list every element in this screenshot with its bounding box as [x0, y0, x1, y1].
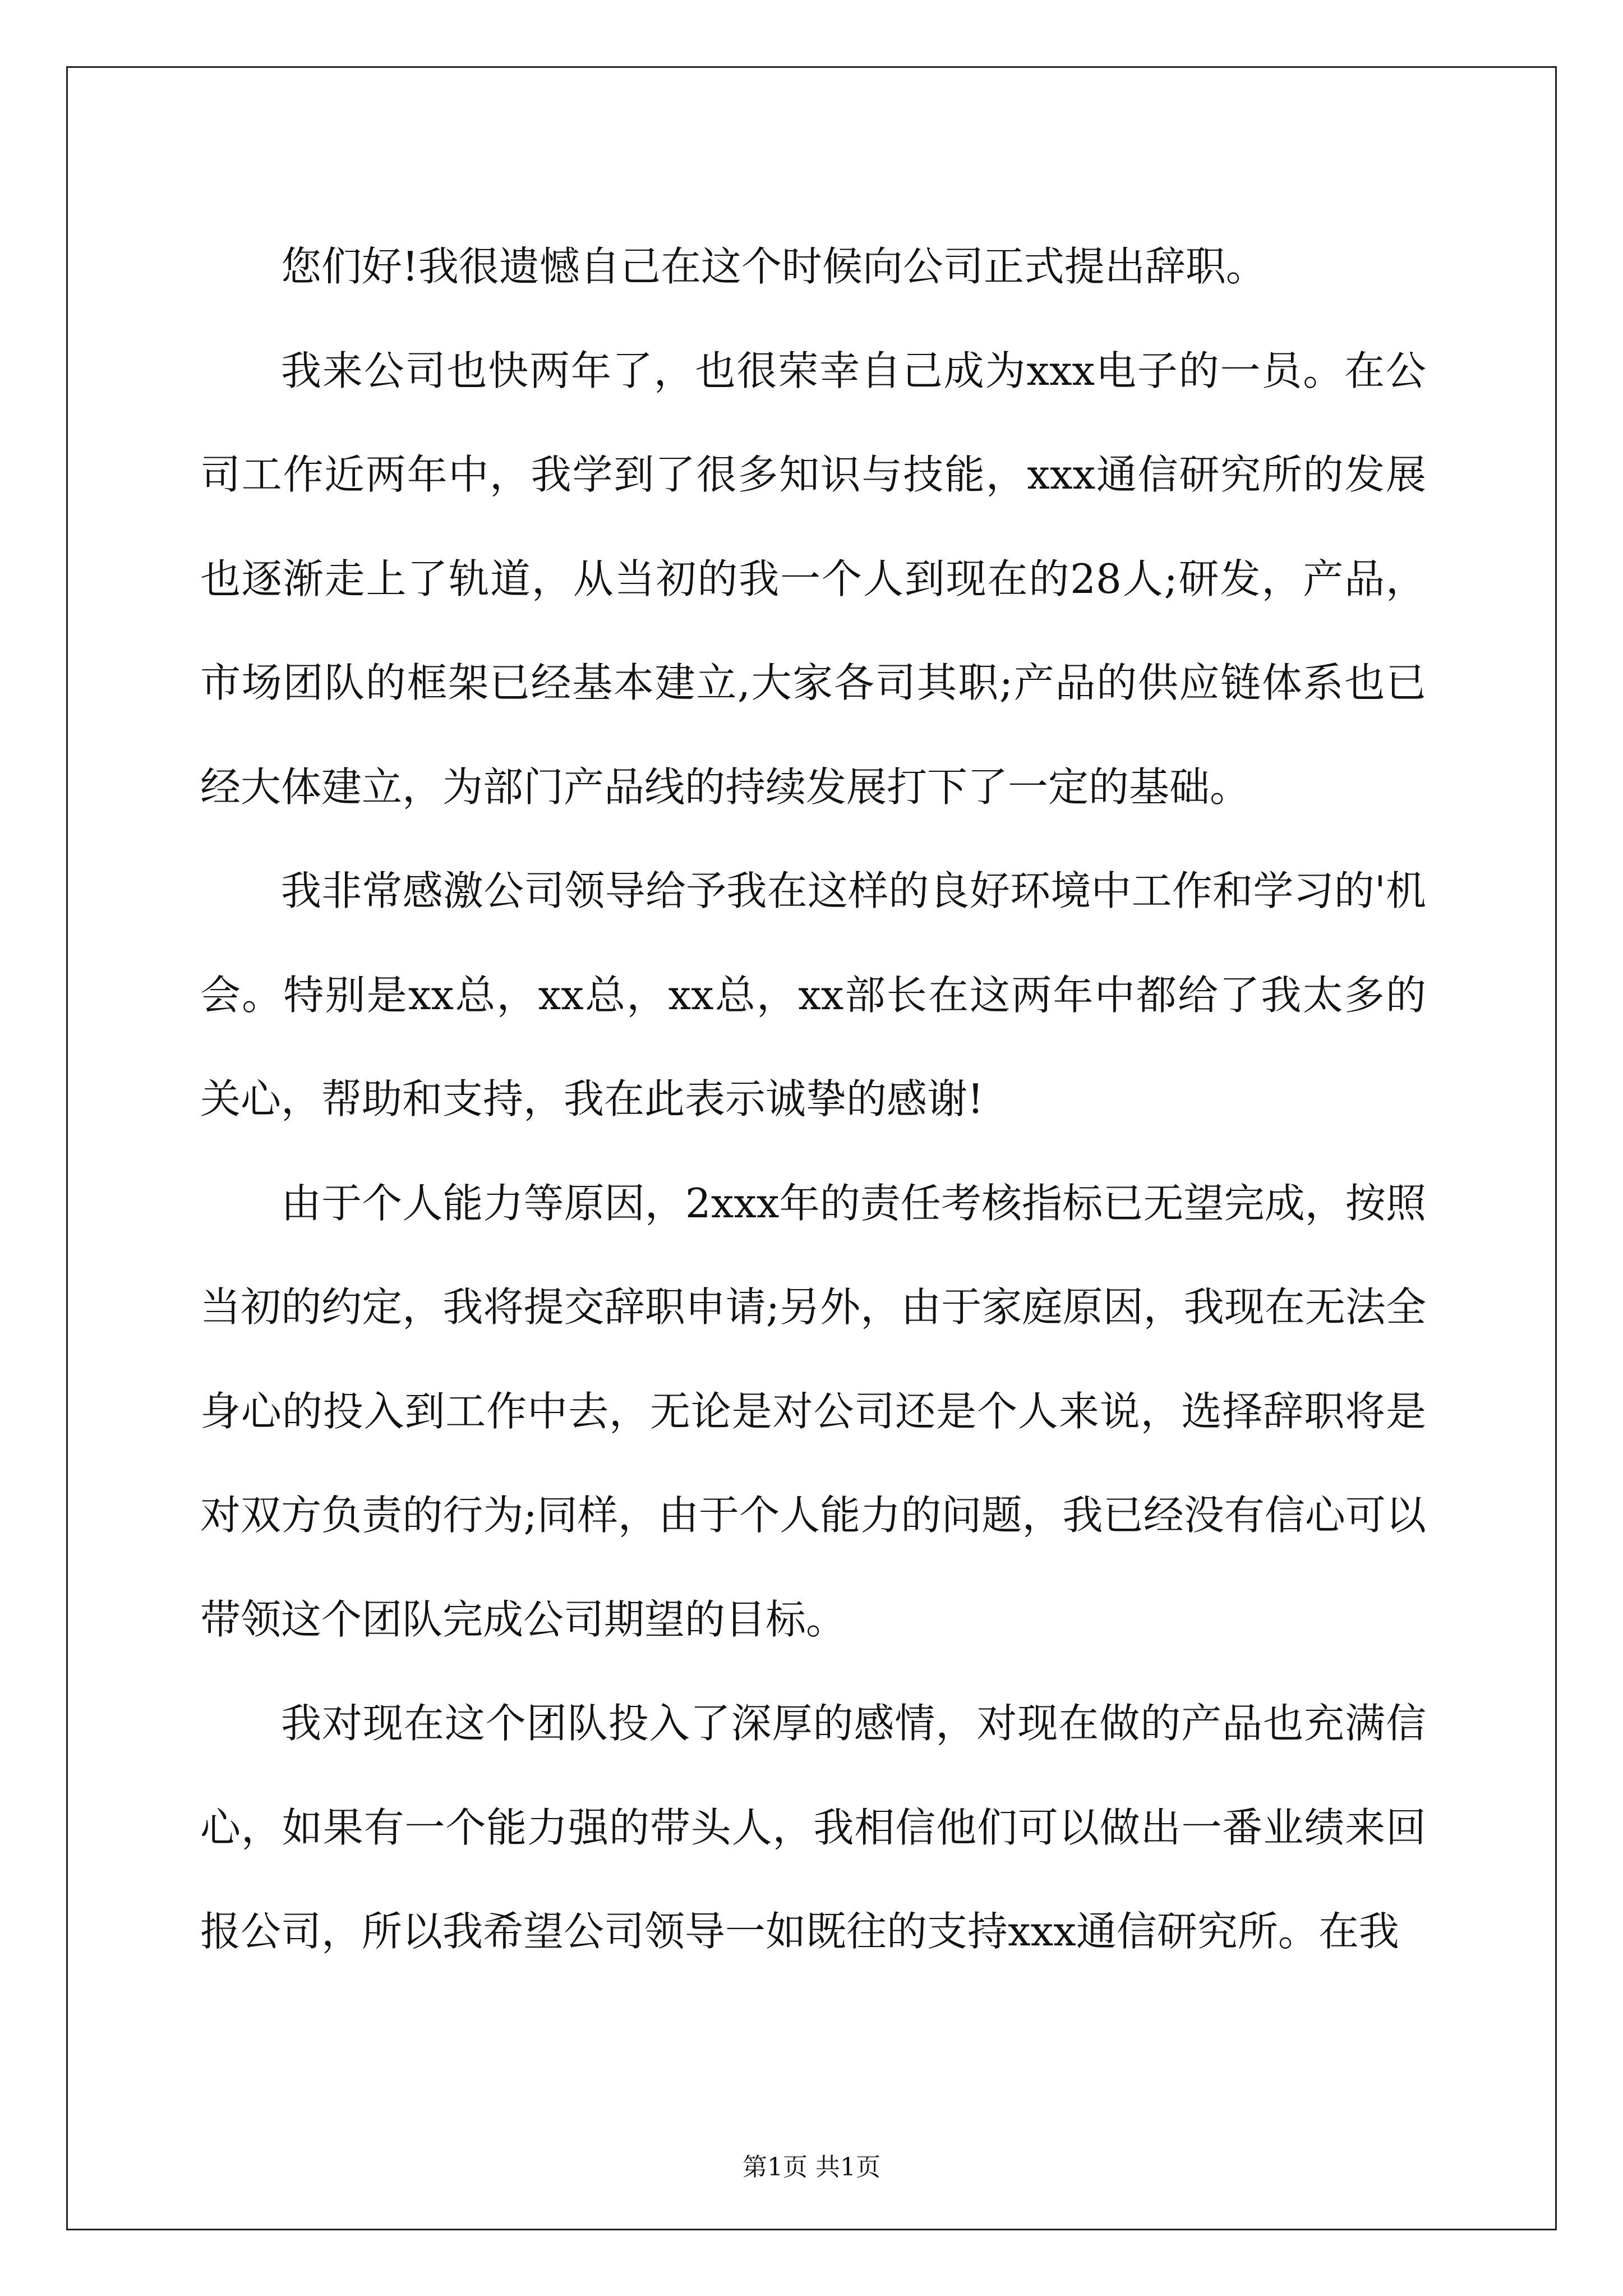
paragraph: 我对现在这个团队投入了深厚的感情，对现在做的产品也充满信心，如果有一个能力强的带头人，我相信他们可以做出一番业绩来回报公司，所以我希望公司领导一如既往的支持xxx通信研究所。在我 — [200, 1700, 1426, 1955]
paragraph: 我来公司也快两年了，也很荣幸自己成为xxx电子的一员。在公司工作近两年中，我学到了很多知识与技能，xxx通信研究所的发展也逐渐走上了轨道，从当初的我一个人到现在的28人;研发，产品，市场团队的框架已经基本建立,大家各司其职;产品的供应链体系也已经大体建立，为部门产品线的持续发展打下了一定的基础。 — [200, 347, 1426, 811]
page-footer: 第1页 共1页 — [743, 2153, 880, 2182]
paragraph: 由于个人能力等原因，2xxx年的责任考核指标已无望完成，按照当初的约定，我将提交辞职申请;另外，由于家庭原因，我现在无法全身心的投入到工作中去，无论是对公司还是个人来说，选择辞职将是对双方负责的行为;同样，由于个人能力的问题，我已经没有信心可以带领这个团队完成公司期望的目标。 — [200, 1179, 1426, 1643]
paragraph: 我非常感激公司领导给予我在这样的良好环境中工作和学习的'机会。特别是xx总，xx总，xx总，xx部长在这两年中都给了我太多的关心，帮助和支持，我在此表示诚挚的感谢! — [200, 867, 1426, 1122]
document-body — [200, 215, 1426, 1984]
paragraph: 您们好!我很遗憾自己在这个时候向公司正式提出辞职。 — [281, 243, 1266, 290]
